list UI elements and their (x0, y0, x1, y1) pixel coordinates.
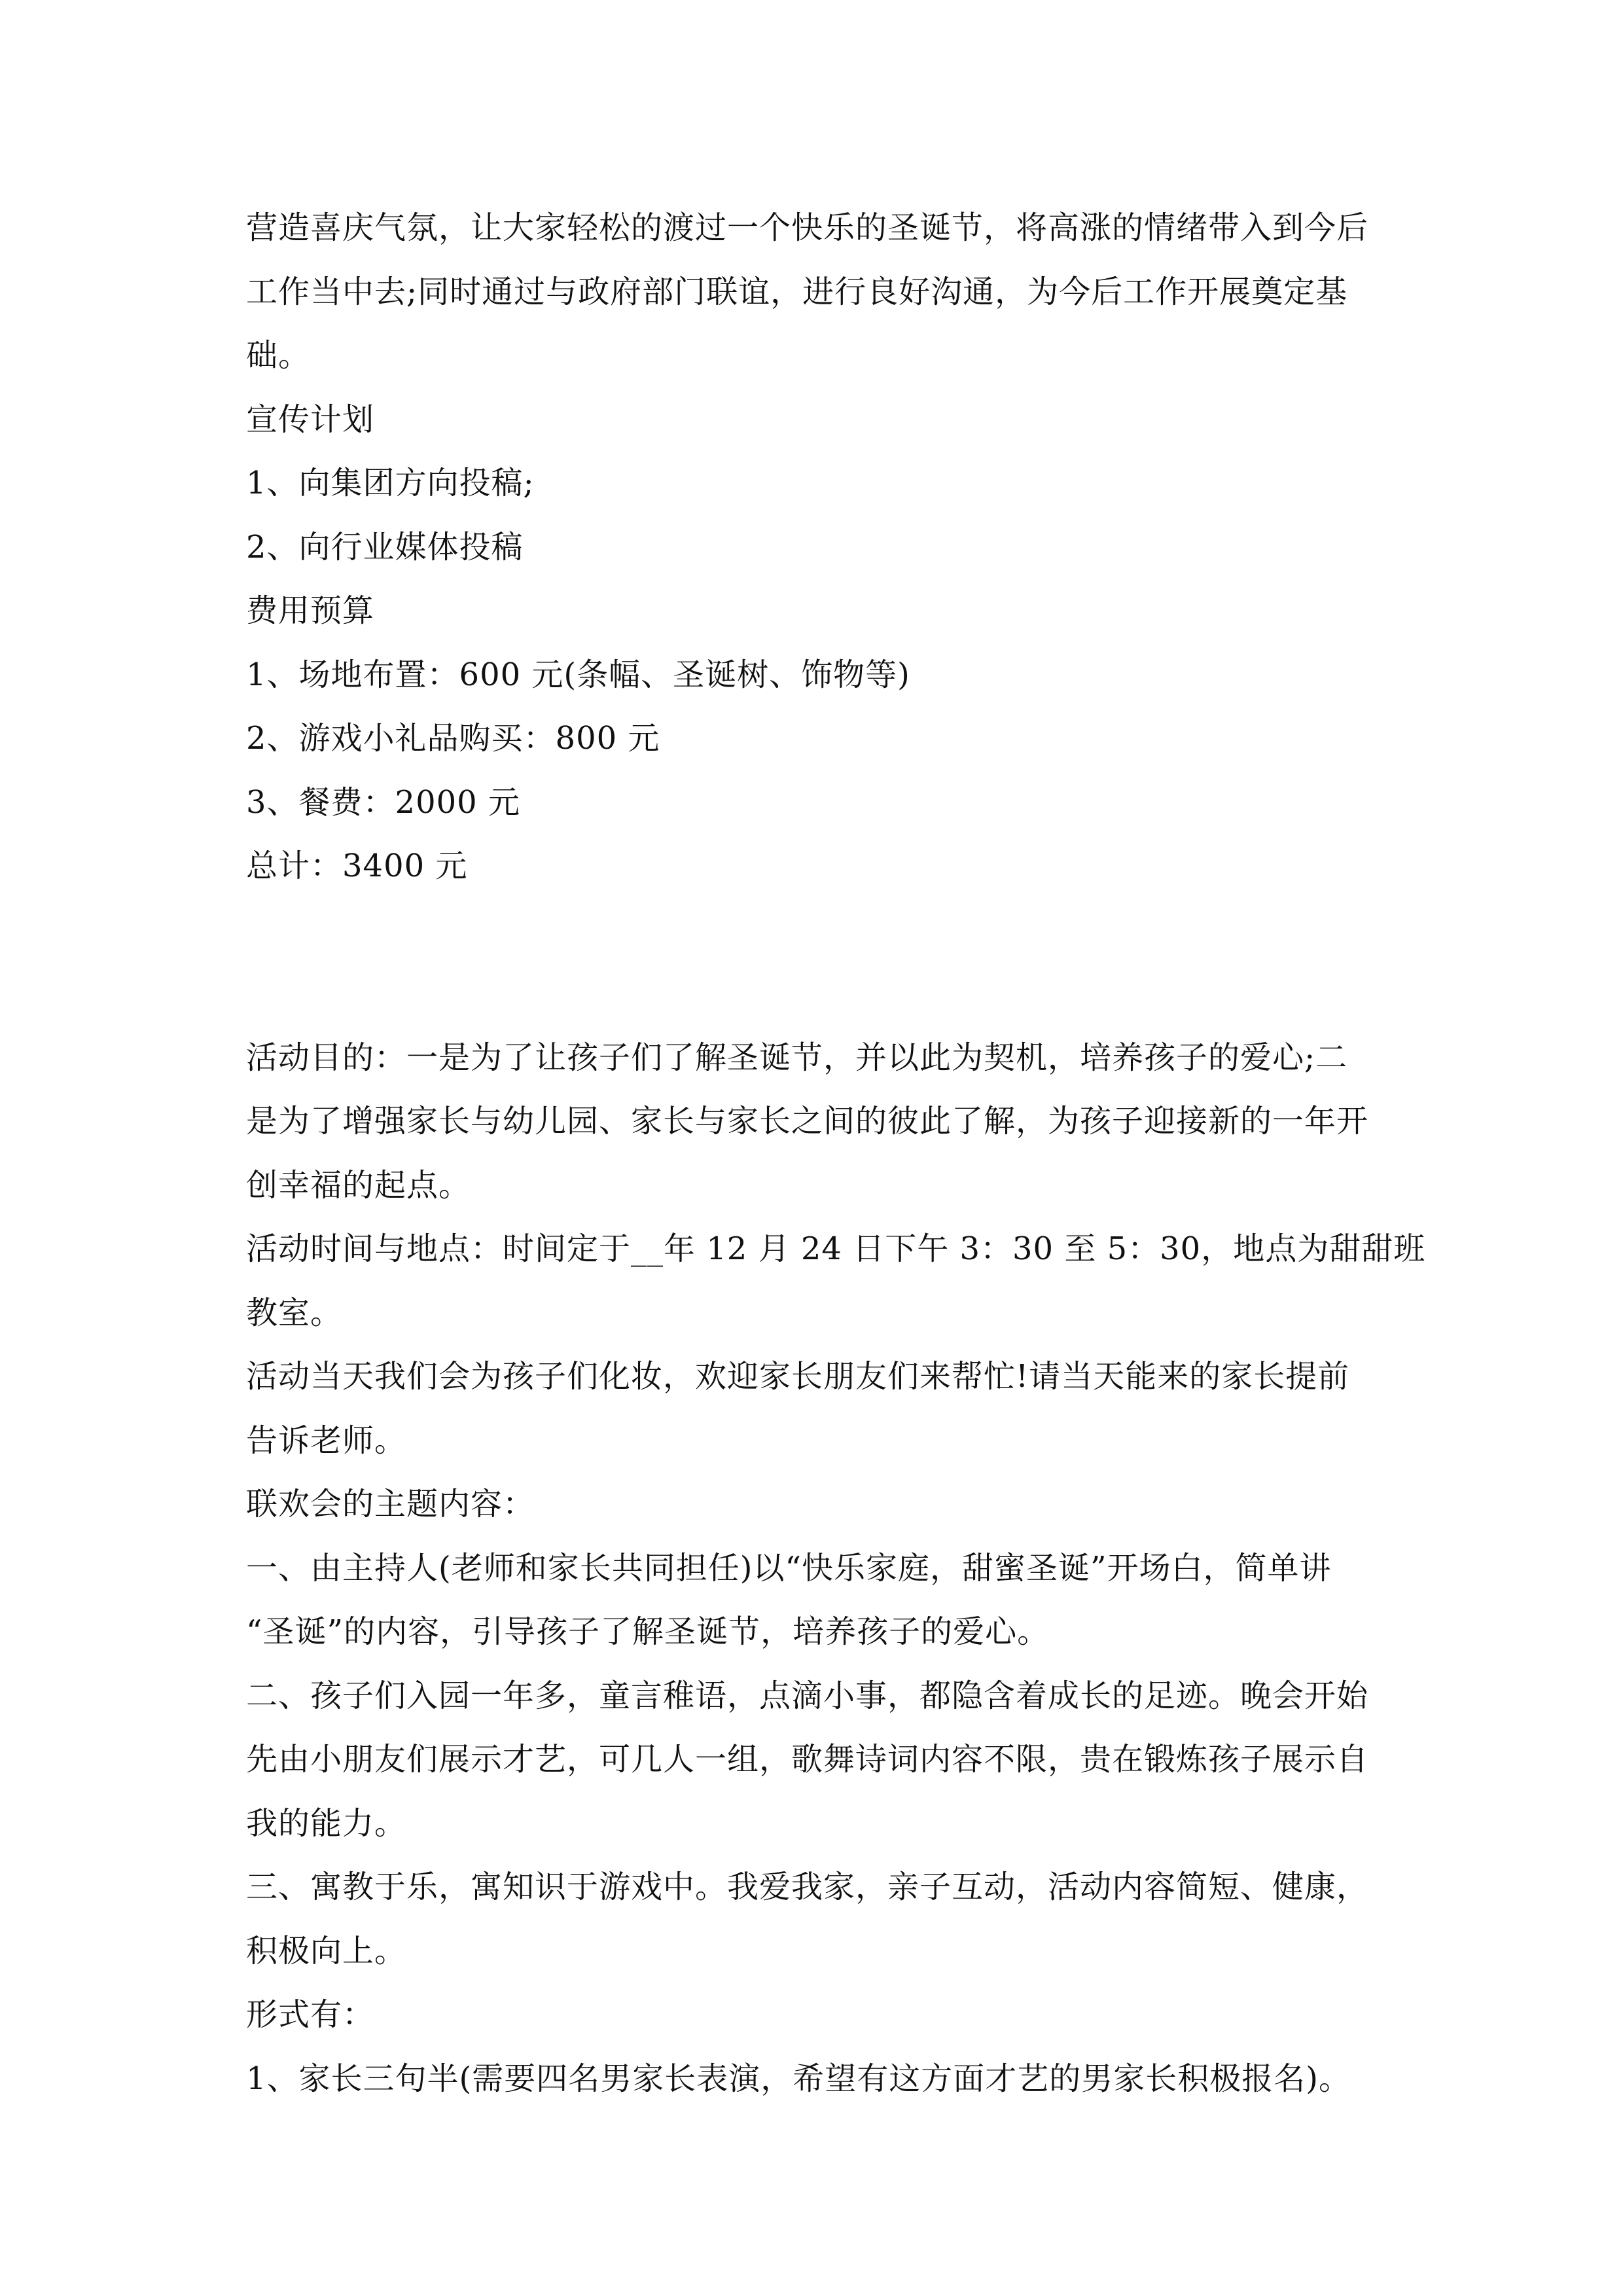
list-item: 3、餐费：2000 元 (246, 783, 520, 821)
paragraph-line: 积极向上。 (246, 1932, 407, 1969)
notice-paragraph (246, 1345, 1385, 1473)
budget-list (246, 643, 1385, 835)
budget-heading: 费用预算 (246, 592, 375, 629)
paragraph-line: 三、寓教于乐，寓知识于游戏中。我爱我家，亲子互动，活动内容简短、健康， (246, 1869, 1369, 1905)
paragraph-line: 工作当中去;同时通过与政府部门联谊，进行良好沟通，为今后工作开展奠定基 (246, 273, 1348, 310)
forms-list (246, 2047, 1385, 2111)
list-item: 2、游戏小礼品购买：800 元 (246, 720, 660, 757)
paragraph-line: 我的能力。 (246, 1804, 407, 1842)
paragraph-line: 是为了增强家长与幼儿园、家长与家长之间的彼此了解，为孩子迎接新的一年开 (246, 1103, 1369, 1139)
theme-item-one (246, 1537, 1385, 1664)
paragraph-line: 活动时间与地点：时间定于__年 12 月 24 日下午 3：30 至 5：30，地点为甜甜班 (246, 1230, 1426, 1267)
paragraph-line: 告诉老师。 (246, 1422, 407, 1459)
publicity-list (246, 452, 1385, 579)
forms-heading: 形式有： (246, 1996, 375, 2033)
paragraph-line: 先由小朋友们展示才艺，可几人一组，歌舞诗词内容不限，贵在锻炼孩子展示自 (246, 1741, 1369, 1778)
paragraph-line: 活动目的：一是为了让孩子们了解圣诞节，并以此为契机，培养孩子的爱心;二 (246, 1039, 1348, 1076)
list-item: 1、向集团方向投稿; (246, 465, 535, 501)
paragraph-line: 一、由主持人(老师和家长共同担任)以“快乐家庭，甜蜜圣诞”开场白，简单讲 (246, 1549, 1332, 1587)
budget-total: 总计：3400 元 (246, 848, 468, 884)
list-item: 1、家长三句半(需要四名男家长表演，希望有这方面才艺的男家长积极报名)。 (246, 2060, 1351, 2097)
purpose-paragraph (246, 1026, 1385, 1218)
intro-paragraph (246, 196, 1385, 388)
theme-item-three (246, 1856, 1385, 1983)
paragraph-line: 活动当天我们会为孩子们化妆，欢迎家长朋友们来帮忙!请当天能来的家长提前 (246, 1358, 1350, 1395)
paragraph-line: 营造喜庆气氛，让大家轻松的渡过一个快乐的圣诞节，将高涨的情绪带入到今后 (246, 209, 1369, 246)
paragraph-line: “圣诞”的内容，引导孩子了解圣诞节，培养孩子的爱心。 (246, 1613, 1050, 1650)
section-gap (246, 899, 1385, 1026)
theme-item-two (246, 1664, 1385, 1856)
publicity-heading: 宣传计划 (246, 401, 375, 438)
paragraph-line: 创幸福的起点。 (246, 1166, 471, 1204)
document-body (246, 196, 1426, 2111)
paragraph-line: 础。 (246, 337, 311, 374)
paragraph-line: 教室。 (246, 1294, 343, 1331)
paragraph-line: 二、孩子们入园一年多，童言稚语，点滴小事，都隐含着成长的足迹。晚会开始 (246, 1677, 1369, 1714)
list-item: 1、场地布置：600 元(条幅、圣诞树、饰物等) (246, 656, 910, 693)
time-place-paragraph (246, 1217, 1426, 1345)
list-item: 2、向行业媒体投稿 (246, 528, 524, 565)
theme-heading: 联欢会的主题内容： (246, 1486, 535, 1522)
